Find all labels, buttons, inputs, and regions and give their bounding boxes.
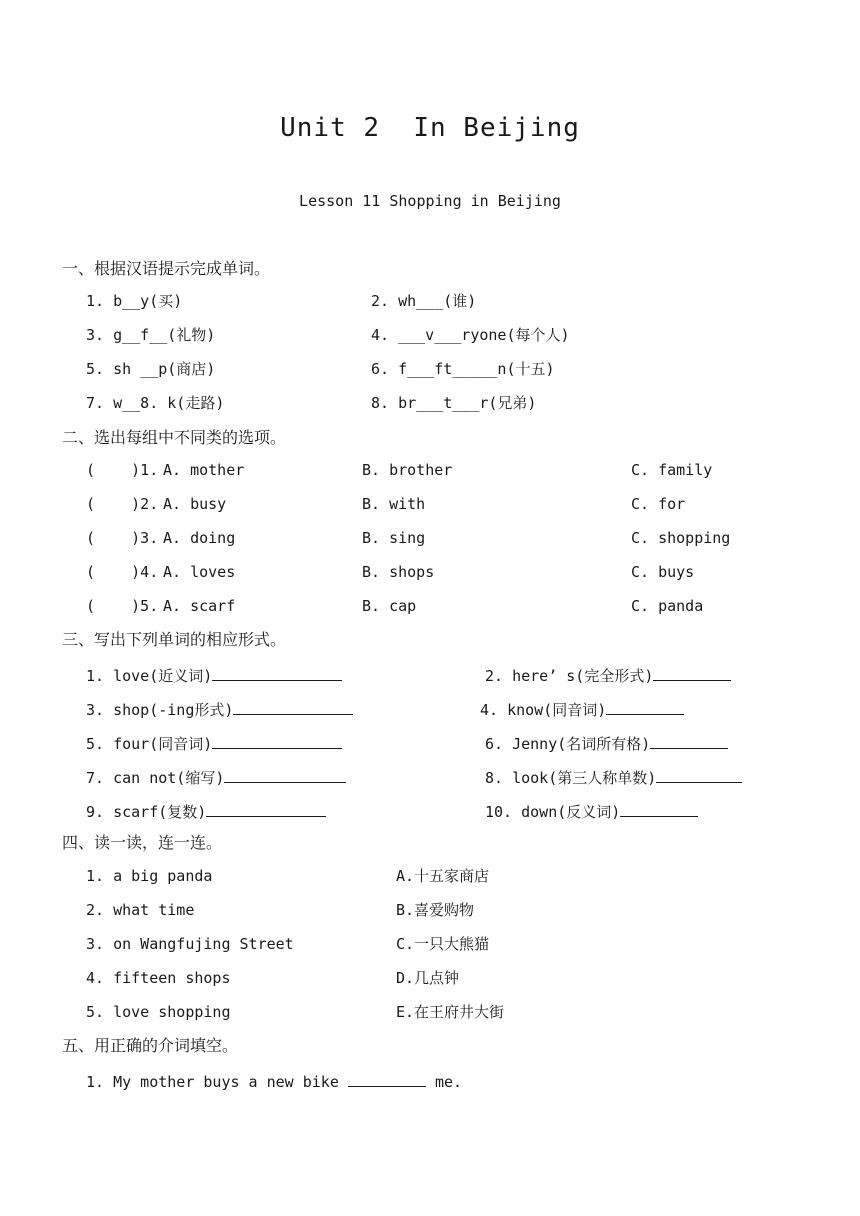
s1-item-6: 6. f___ft_____n(十五): [371, 360, 555, 378]
s2-row-3-option-c: C. shopping: [631, 529, 731, 547]
s4-right-item-e[interactable]: E.在王府井大街: [396, 1003, 505, 1021]
s3-item-4: 4. know(同音词): [480, 700, 684, 718]
s2-row-1-option-c: C. family: [631, 461, 713, 479]
s2-row-4-option-c: C. buys: [631, 563, 695, 581]
answer-blank[interactable]: [224, 768, 346, 783]
s2-row-5-number: ( )5.: [86, 597, 159, 615]
s4-left-item-2[interactable]: 2. what time: [86, 901, 195, 919]
answer-blank[interactable]: [656, 768, 742, 783]
s3-item-10: 10. down(反义词): [485, 802, 698, 820]
s4-right-item-d[interactable]: D.几点钟: [396, 969, 460, 987]
s1-item-1: 1. b__y(买): [86, 292, 183, 310]
s3-item-3: 3. shop(-ing形式): [86, 700, 353, 718]
s2-row-1-option-b: B. brother: [362, 461, 453, 479]
s2-row-4-option-b: B. shops: [362, 563, 435, 581]
s4-left-item-3[interactable]: 3. on Wangfujing Street: [86, 935, 294, 953]
s5-question-1: 1. My mother buys a new bike me.: [86, 1073, 463, 1091]
answer-blank[interactable]: [653, 666, 731, 681]
answer-blank[interactable]: [212, 734, 342, 749]
s2-row-3-option-b: B. sing: [362, 529, 426, 547]
s4-right-item-a[interactable]: A.十五家商店: [396, 867, 490, 885]
section-4-heading: 四、读一读，连一连。: [62, 833, 223, 852]
lesson-subtitle: Lesson 11 Shopping in Beijing: [299, 192, 561, 210]
s2-row-2-option-a: A. busy: [163, 495, 227, 513]
s2-row-4-number: ( )4.: [86, 563, 159, 581]
s3-item-9: 9. scarf(复数): [86, 802, 326, 820]
s4-right-item-b[interactable]: B.喜爱购物: [396, 901, 475, 919]
s2-row-1-number: ( )1.: [86, 461, 159, 479]
s1-item-5: 5. sh __p(商店): [86, 360, 216, 378]
section-5-heading: 五、用正确的介词填空。: [62, 1036, 239, 1055]
s3-item-7: 7. can not(缩写): [86, 768, 346, 786]
s3-item-5: 5. four(同音词): [86, 734, 342, 752]
s2-row-4-option-a: A. loves: [163, 563, 236, 581]
page-title: Unit 2 In Beijing: [280, 113, 580, 143]
s3-item-1: 1. love(近义词): [86, 666, 342, 684]
section-1-heading: 一、根据汉语提示完成单词。: [62, 259, 271, 278]
s2-row-5-option-a: A. scarf: [163, 597, 236, 615]
answer-blank[interactable]: [606, 700, 684, 715]
answer-blank[interactable]: [212, 666, 342, 681]
s2-row-2-number: ( )2.: [86, 495, 159, 513]
answer-blank[interactable]: [348, 1072, 426, 1087]
s4-left-item-1[interactable]: 1. a big panda: [86, 867, 213, 885]
s1-item-2: 2. wh___(谁): [371, 292, 477, 310]
s2-row-3-number: ( )3.: [86, 529, 159, 547]
s2-row-5-option-c: C. panda: [631, 597, 704, 615]
s1-item-3: 3. g__f__(礼物): [86, 326, 216, 344]
s4-left-item-5[interactable]: 5. love shopping: [86, 1003, 231, 1021]
s2-row-2-option-b: B. with: [362, 495, 426, 513]
answer-blank[interactable]: [620, 802, 698, 817]
s3-item-8: 8. look(第三人称单数): [485, 768, 742, 786]
section-2-heading: 二、选出每组中不同类的选项。: [62, 428, 287, 447]
s1-item-7: 7. w__8. k(走路): [86, 394, 225, 412]
s4-right-item-c[interactable]: C.一只大熊猫: [396, 935, 490, 953]
answer-blank[interactable]: [650, 734, 728, 749]
s3-item-2: 2. here’ s(完全形式): [485, 666, 731, 684]
s4-left-item-4[interactable]: 4. fifteen shops: [86, 969, 231, 987]
answer-blank[interactable]: [206, 802, 326, 817]
s2-row-3-option-a: A. doing: [163, 529, 236, 547]
s2-row-2-option-c: C. for: [631, 495, 686, 513]
s1-item-8: 8. br___t___r(兄弟): [371, 394, 537, 412]
s1-item-4: 4. ___v___ryone(每个人): [371, 326, 570, 344]
section-3-heading: 三、写出下列单词的相应形式。: [62, 630, 287, 649]
s3-item-6: 6. Jenny(名词所有格): [485, 734, 728, 752]
answer-blank[interactable]: [233, 700, 353, 715]
s2-row-5-option-b: B. cap: [362, 597, 417, 615]
s2-row-1-option-a: A. mother: [163, 461, 245, 479]
